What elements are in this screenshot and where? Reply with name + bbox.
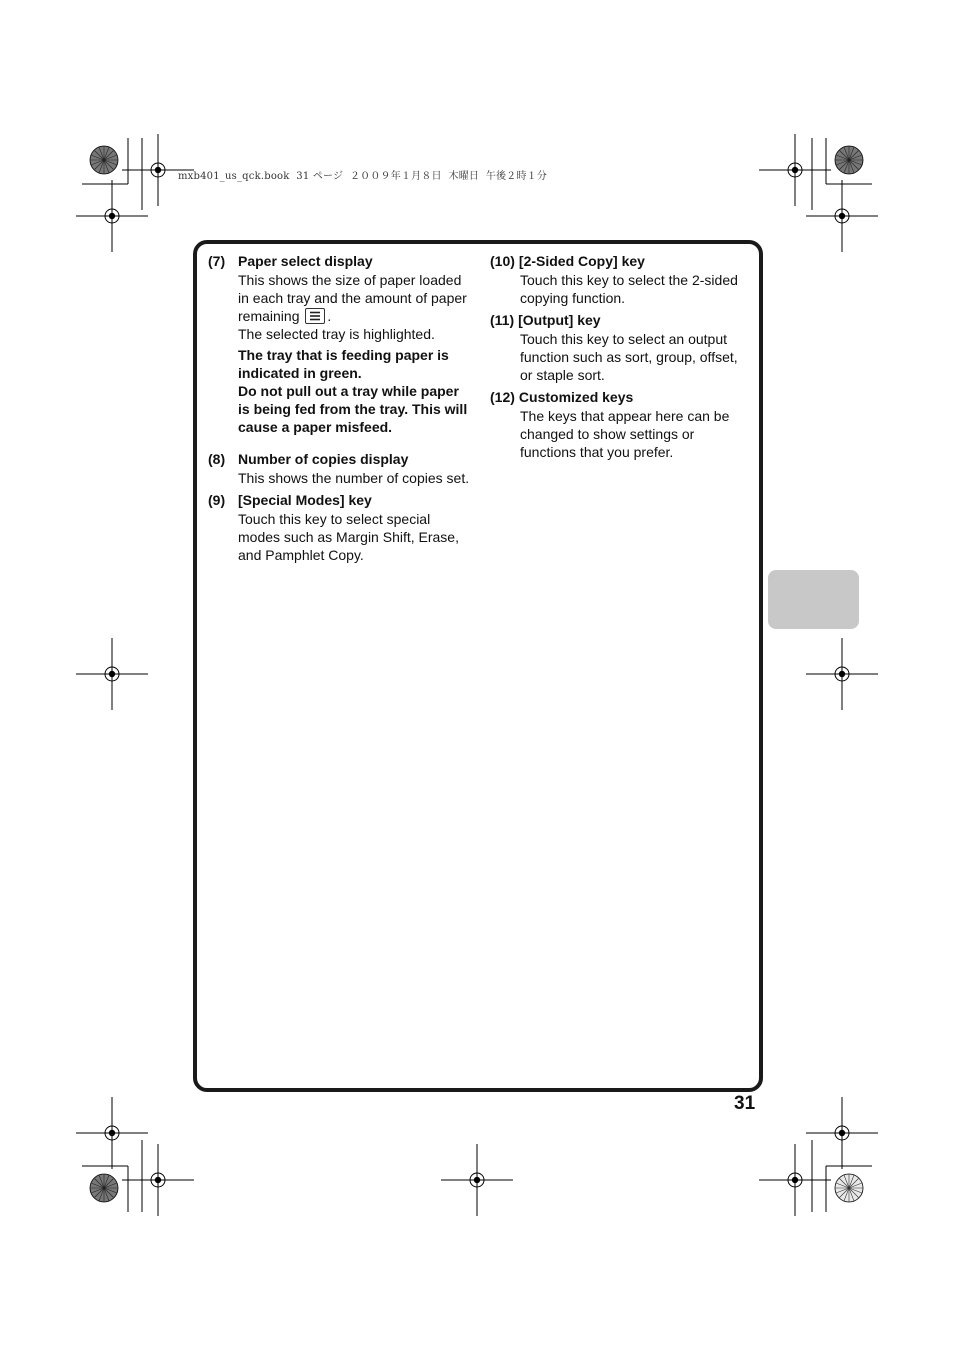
crosshair-icon xyxy=(806,1097,878,1169)
item-text: Touch this key to select the 2-sided copying function. xyxy=(520,272,738,306)
item-special-modes-key xyxy=(208,491,470,564)
crosshair-icon xyxy=(76,1097,148,1169)
crosshair-icon xyxy=(122,1144,194,1216)
crosshair-icon xyxy=(441,1144,513,1216)
crosshair-icon xyxy=(759,1144,831,1216)
item-2-sided-copy-key xyxy=(490,252,752,307)
item-title: [Output] key xyxy=(518,312,601,328)
item-number: (9) xyxy=(208,492,226,508)
item-number: (12) xyxy=(490,389,515,405)
left-column xyxy=(208,252,470,568)
crosshair-icon xyxy=(759,134,831,206)
crosshair-icon xyxy=(122,134,194,206)
print-header: mxb401_us_qck.book 31 ページ ２００９年１月８日 木曜日 午後２時１分 xyxy=(178,171,548,182)
item-paper-select-display xyxy=(208,252,470,436)
item-text: Touch this key to select an output function such as sort, group, offset, or staple sort. xyxy=(520,331,738,383)
starburst-target-icon xyxy=(835,1174,863,1202)
item-customized-keys xyxy=(490,388,752,461)
starburst-target-icon xyxy=(835,146,863,174)
item-title: Number of copies display xyxy=(238,451,409,467)
item-warning: Do not pull out a tray while paper is being fed from the tray. This will cause a paper misfeed. xyxy=(238,383,468,435)
item-title: [2-Sided Copy] key xyxy=(518,253,645,269)
item-text: Touch this key to select special modes such as Margin Shift, Erase, and Pamphlet Copy. xyxy=(238,511,459,563)
item-title: [Special Modes] key xyxy=(238,492,372,508)
item-number: (8) xyxy=(208,451,226,467)
starburst-target-icon xyxy=(90,1174,118,1202)
item-number: (7) xyxy=(208,253,226,269)
crosshair-icon xyxy=(806,638,878,710)
item-text-end: . xyxy=(327,308,332,324)
chapter-tab xyxy=(768,570,859,629)
right-column xyxy=(490,252,752,465)
item-title: Customized keys xyxy=(518,389,634,405)
item-text: This shows the number of copies set. xyxy=(238,470,470,486)
item-output-key xyxy=(490,311,752,384)
item-number: (10) xyxy=(490,253,515,269)
starburst-target-icon xyxy=(90,146,118,174)
crosshair-icon xyxy=(76,638,148,710)
item-text: The keys that appear here can be changed to show settings or functions that you prefer. xyxy=(520,408,730,460)
page-number: 31 xyxy=(734,1093,756,1114)
paper-level-icon xyxy=(305,308,325,324)
item-number-of-copies-display xyxy=(208,450,470,487)
item-text: The selected tray is highlighted. xyxy=(238,326,435,342)
item-note: The tray that is feeding paper is indicated in green. xyxy=(238,347,449,381)
crosshair-icon xyxy=(806,180,878,252)
item-text: This shows the size of paper loaded in each tray and the amount of paper remaining xyxy=(238,272,467,324)
item-title: Paper select display xyxy=(238,253,373,269)
crosshair-icon xyxy=(76,180,148,252)
item-number: (11) xyxy=(490,312,515,328)
